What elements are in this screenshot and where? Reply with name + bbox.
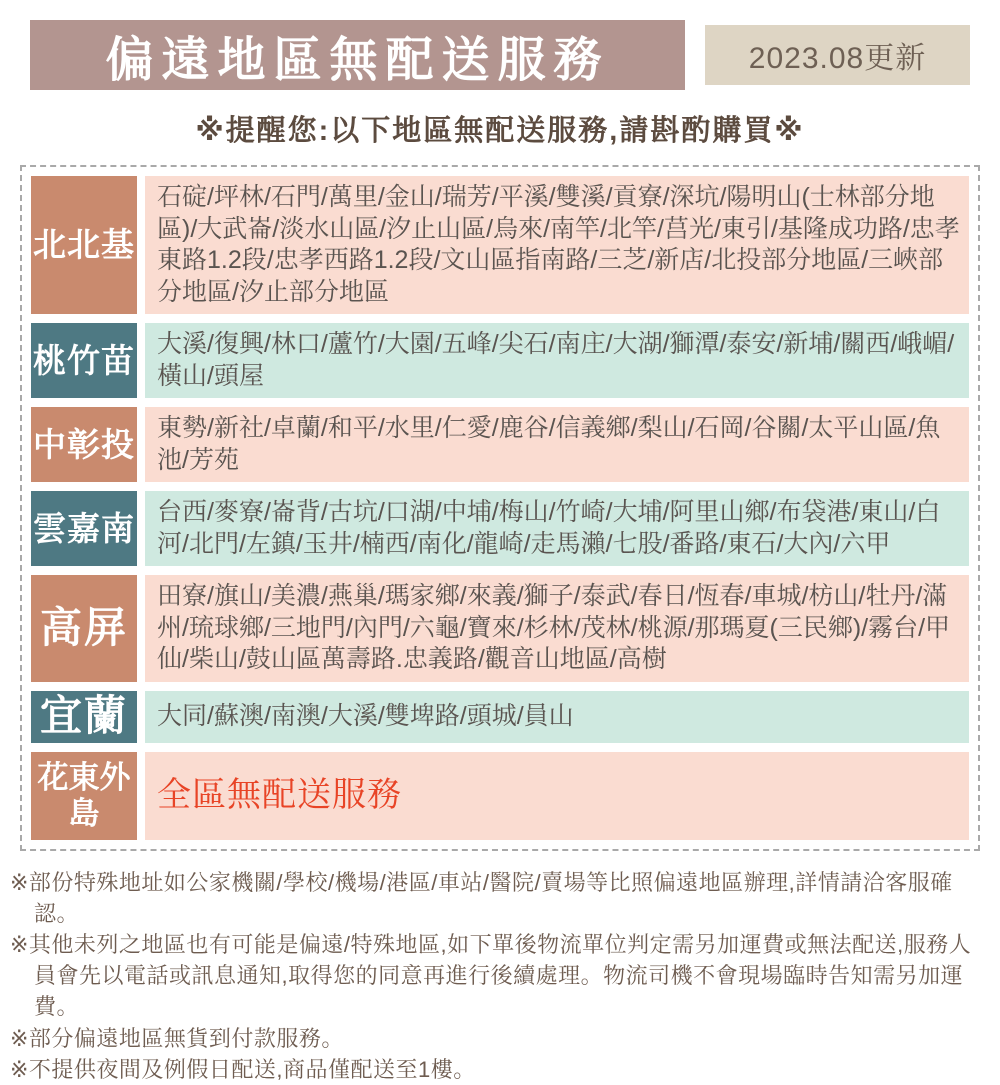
region-areas-text: 大同/蘇澳/南澳/大溪/雙埤路/頭城/員山 <box>145 691 969 743</box>
region-label: 花東外島 <box>31 752 137 840</box>
table-row <box>31 691 969 743</box>
region-label: 宜蘭 <box>31 691 137 743</box>
region-areas-text: 台西/麥寮/崙背/古坑/口湖/中埔/梅山/竹崎/大埔/阿里山鄉/布袋港/東山/白河/北門/左鎮/玉井/楠西/南化/龍崎/走馬瀨/七股/番路/東石/大內/六甲 <box>145 491 969 566</box>
region-label: 桃竹苗 <box>31 323 137 398</box>
table-row <box>31 752 969 840</box>
region-areas-text: 田寮/旗山/美濃/燕巢/瑪家鄉/來義/獅子/泰武/春日/恆春/車城/枋山/牡丹/滿州/琉球鄉/三地門/內門/六龜/寶來/杉林/茂林/桃源/那瑪夏(三民鄉)/霧台/甲仙/柴山/鼓山區萬壽路.忠義路/觀音山地區/高樹 <box>145 575 969 682</box>
footnote-text: ※不提供夜間及例假日配送,商品僅配送至1樓。 <box>10 1054 990 1085</box>
footnote-text: ※部份特殊地址如公家機關/學校/機場/港區/車站/醫院/賣場等比照偏遠地區辦理,詳情請洽客服確認。 <box>10 867 990 929</box>
header <box>30 20 970 90</box>
region-areas-text: 大溪/復興/林口/蘆竹/大園/五峰/尖石/南庄/大湖/獅潭/泰安/新埔/關西/峨嵋/橫山/頭屋 <box>145 323 969 398</box>
reminder-subtitle: ※提醒您:以下地區無配送服務,請斟酌購買※ <box>0 108 1000 149</box>
table-row <box>31 575 969 682</box>
region-label: 北北基 <box>31 176 137 314</box>
footnote-text: ※部分偏遠地區無貨到付款服務。 <box>10 1023 990 1054</box>
table-row <box>31 323 969 398</box>
region-label: 高屏 <box>31 575 137 682</box>
region-areas-text: 石碇/坪林/石門/萬里/金山/瑞芳/平溪/雙溪/貢寮/深坑/陽明山(士林部分地區)/大武崙/淡水山區/汐止山區/烏來/南竿/北竿/莒光/東引/基隆成功路/忠孝東路1.2段/忠孝西路1.2段/文山區指南路/三芝/新店/北投部分地區/三峽部分地區/汐止部分地區 <box>145 176 969 314</box>
footnote-text: ※其他未列之地區也有可能是偏遠/特殊地區,如下單後物流單位判定需另加運費或無法配送,服務人員會先以電話或訊息通知,取得您的同意再進行後續處理。物流司機不會現場臨時告知需另加運費。 <box>10 929 990 1023</box>
update-date-badge: 2023.08更新 <box>705 25 970 85</box>
region-table <box>20 165 980 851</box>
region-areas-text: 全區無配送服務 <box>145 752 969 840</box>
footnotes <box>10 867 990 1085</box>
table-row <box>31 176 969 314</box>
page-title: 偏遠地區無配送服務 <box>30 20 685 90</box>
region-areas-text: 東勢/新社/卓蘭/和平/水里/仁愛/鹿谷/信義鄉/梨山/石岡/谷關/太平山區/魚池/芳苑 <box>145 407 969 482</box>
region-label: 雲嘉南 <box>31 491 137 566</box>
table-row <box>31 407 969 482</box>
table-row <box>31 491 969 566</box>
region-label: 中彰投 <box>31 407 137 482</box>
